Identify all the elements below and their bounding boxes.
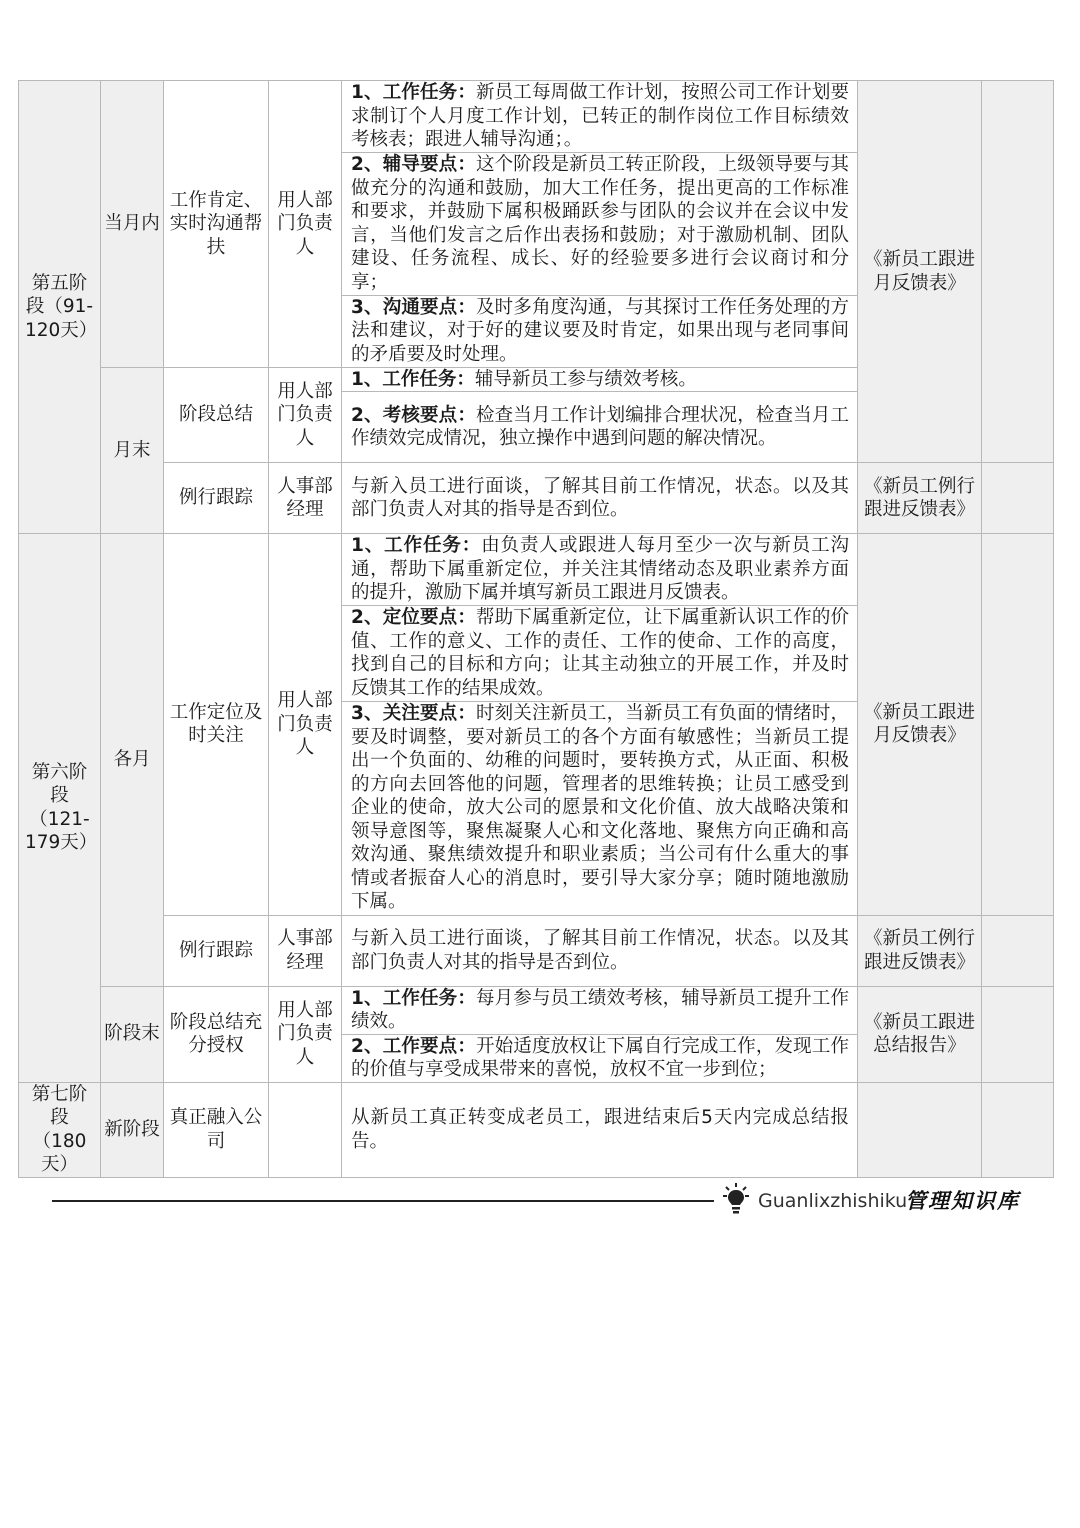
- stage-6-name: 第六阶段（121-179天）: [19, 534, 101, 1083]
- stage-5-end-point-1: 1、工作任务：辅导新员工参与绩效考核。: [342, 367, 858, 392]
- stage-6-owner-monthly: 用人部门负责人: [269, 534, 342, 916]
- stage-7-name: 第七阶段（180天）: [19, 1082, 101, 1177]
- stage-6-routine-text: 与新入员工进行面谈，了解其目前工作情况，状态。以及其部门负责人对其的指导是否到位。: [342, 915, 858, 986]
- footer-rule: [52, 1200, 714, 1202]
- stage-5-owner-routine: 人事部经理: [269, 463, 342, 534]
- stage-5-routine-text: 与新入员工进行面谈，了解其目前工作情况，状态。以及其部门负责人对其的指导是否到位。: [342, 463, 858, 534]
- stage-5-remark: [982, 81, 1054, 463]
- stage-6-item-monthly: 工作定位及时关注: [164, 534, 269, 916]
- stage-6-point-2: 2、定位要点：帮助下属重新定位，让下属重新认识工作的价值、工作的意义、工作的责任、工作的使命、工作的高度，找到自己的目标和方向；让其主动独立的开展工作，并及时反馈其工作的结果成效。: [342, 605, 858, 701]
- stage-6-form-routine: 《新员工例行跟进反馈表》: [858, 915, 982, 986]
- stage-7-period: 新阶段: [101, 1082, 164, 1177]
- stage-6-item-end: 阶段总结充分授权: [164, 986, 269, 1082]
- lightbulb-icon: [722, 1182, 750, 1216]
- stage-7-remark: [982, 1082, 1054, 1177]
- stage-6-end-point-1: 1、工作任务：每月参与员工绩效考核，辅导新员工提升工作绩效。: [342, 986, 858, 1034]
- stage-5-point-1: 1、工作任务：新员工每周做工作计划，按照公司工作计划要求制订个人月度工作计划，已转正的制作岗位工作目标绩效考核表；跟进人辅导沟通；。: [342, 81, 858, 153]
- footer-brand-cn: 管理知识库: [905, 1188, 1020, 1213]
- stage-5-item-month-in: 工作肯定、实时沟通帮扶: [164, 81, 269, 368]
- stage-6-end-point-2: 2、工作要点：开始适度放权让下属自行完成工作，发现工作的价值与享受成果带来的喜悦，放权不宜一步到位；: [342, 1034, 858, 1082]
- stage-5-point-2: 2、辅导要点：这个阶段是新员工转正阶段，上级领导要与其做充分的沟通和鼓励，加大工作任务，提出更高的工作标准和要求，并鼓励下属积极踊跃参与团队的会议并在会议中发言，当他们发言之后作出表扬和鼓励；对于激励机制、团队建设、任务流程、成长、好的经验要多进行会议商讨和分享；: [342, 152, 858, 295]
- stage-5-form-routine: 《新员工例行跟进反馈表》: [858, 463, 982, 534]
- stage-6-form-monthly: 《新员工跟进月反馈表》: [858, 534, 982, 916]
- stage-6-remark: [982, 534, 1054, 916]
- stage-6-owner-routine: 人事部经理: [269, 915, 342, 986]
- stage-5-name: 第五阶段（91-120天）: [19, 81, 101, 534]
- stage-6-form-end: 《新员工跟进总结报告》: [858, 986, 982, 1082]
- stage-7-text: 从新员工真正转变成老员工，跟进结束后5天内完成总结报告。: [342, 1082, 858, 1177]
- onboarding-schedule-table: [18, 80, 1054, 1178]
- stage-5-form-month: 《新员工跟进月反馈表》: [858, 81, 982, 463]
- stage-7-owner: [269, 1082, 342, 1177]
- stage-5-end-point-2: 2、考核要点：检查当月工作计划编排合理状况，检查当月工作绩效完成情况，独立操作中遇到问题的解决情况。: [342, 392, 858, 463]
- stage-6-owner-end: 用人部门负责人: [269, 986, 342, 1082]
- footer-brand-latin: Guanlixzhishiku: [758, 1190, 908, 1212]
- stage-5-remark-routine: [982, 463, 1054, 534]
- stage-6-point-3: 3、关注要点：时刻关注新员工，当新员工有负面的情绪时，要及时调整，要对新员工的各个方面有敏感性；当新员工提出一个负面的、幼稚的问题时，要转换方式，从正面、积极的方向去回答他的问题，管理者的思维转换；让员工感受到企业的使命，放大公司的愿景和文化价值、放大战略决策和领导意图等，聚焦凝聚人心和文化落地、聚焦方向正确和高效沟通、聚焦绩效提升和职业素质；当公司有什么重大的事情或者振奋人心的消息时，要引导大家分享；随时随地激励下属。: [342, 701, 858, 915]
- stage-6-period-monthly: 各月: [101, 534, 164, 987]
- stage-6-period-end: 阶段末: [101, 986, 164, 1082]
- stage-6-remark-end: [982, 986, 1054, 1082]
- stage-5-point-3: 3、沟通要点：及时多角度沟通，与其探讨工作任务处理的方法和建议，对于好的建议要及时肯定，如果出现与老同事间的矛盾要及时处理。: [342, 295, 858, 367]
- stage-6-item-routine: 例行跟踪: [164, 915, 269, 986]
- stage-6-point-1: 1、工作任务：由负责人或跟进人每月至少一次与新员工沟通，帮助下属重新定位，并关注其情绪动态及职业素养方面的提升，激励下属并填写新员工跟进月反馈表。: [342, 534, 858, 606]
- stage-6-remark-routine: [982, 915, 1054, 986]
- stage-5-owner-month-in: 用人部门负责人: [269, 81, 342, 368]
- stage-5-period-month-in: 当月内: [101, 81, 164, 368]
- stage-7-item: 真正融入公司: [164, 1082, 269, 1177]
- stage-5-period-month-end: 月末: [101, 367, 164, 534]
- stage-5-owner-month-end: 用人部门负责人: [269, 367, 342, 463]
- stage-5-item-routine: 例行跟踪: [164, 463, 269, 534]
- stage-5-item-month-end: 阶段总结: [164, 367, 269, 463]
- stage-7-form: [858, 1082, 982, 1177]
